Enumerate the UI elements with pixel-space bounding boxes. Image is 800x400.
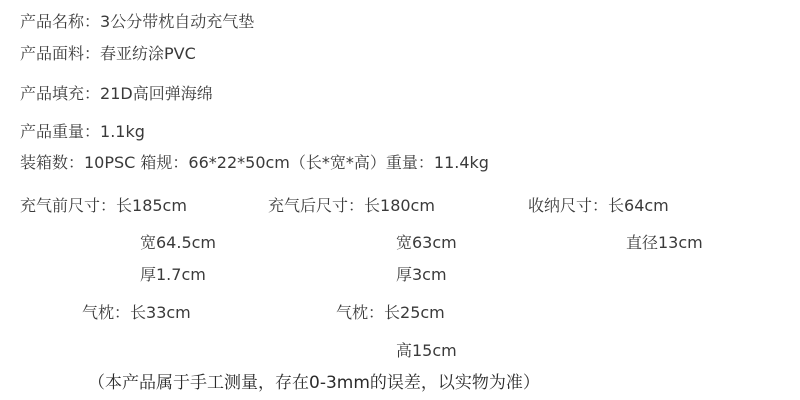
packed-title — [528, 196, 669, 216]
inflate-before-title-label: 充气前尺寸： — [20, 196, 117, 215]
inflate-after-pillow — [336, 303, 445, 323]
inflate-after-pillow-height: 高15cm — [396, 341, 457, 360]
product-fabric-label: 产品面料： — [20, 44, 101, 63]
measurement-footnote: （本产品属于手工测量，存在0-3mm的误差，以实物为准） — [88, 373, 540, 393]
inflate-before-title — [20, 196, 187, 216]
product-name-row — [20, 12, 254, 32]
product-name-value: 3公分带枕自动充气垫 — [100, 12, 255, 31]
inflate-after-width: 宽63cm — [396, 233, 457, 252]
product-filling-label: 产品填充： — [20, 84, 101, 103]
product-name-label: 产品名称： — [20, 12, 101, 31]
inflate-before-pillow-length: 长33cm — [130, 303, 191, 322]
product-filling-row — [20, 84, 213, 104]
inflate-before-pillow-label: 气枕： — [82, 303, 131, 322]
inflate-before-thickness: 厚1.7cm — [140, 265, 206, 284]
inflate-after-title — [268, 196, 435, 216]
inflate-before-pillow — [82, 303, 191, 323]
inflate-after-length: 长180cm — [364, 196, 435, 215]
product-fabric-value: 春亚纺涂PVC — [100, 44, 196, 63]
product-filling-value: 21D高回弹海绵 — [100, 84, 213, 103]
product-fabric-row — [20, 44, 196, 64]
inflate-after-title-label: 充气后尺寸： — [268, 196, 365, 215]
inflate-after-pillow-label: 气枕： — [336, 303, 385, 322]
packing-row: 装箱数：10PSC 箱规：66*22*50cm（长*宽*高）重量：11.4kg — [20, 153, 489, 172]
inflate-after-pillow-length: 长25cm — [384, 303, 445, 322]
inflate-before-width: 宽64.5cm — [140, 233, 217, 252]
product-weight-label: 产品重量： — [20, 122, 101, 141]
inflate-before-length: 长185cm — [116, 196, 187, 215]
packed-diameter: 直径13cm — [626, 233, 703, 252]
inflate-after-thickness: 厚3cm — [396, 265, 447, 284]
packed-length: 长64cm — [608, 196, 669, 215]
packed-title-label: 收纳尺寸： — [528, 196, 609, 215]
product-weight-row — [20, 122, 145, 142]
product-weight-value: 1.1kg — [100, 122, 145, 141]
